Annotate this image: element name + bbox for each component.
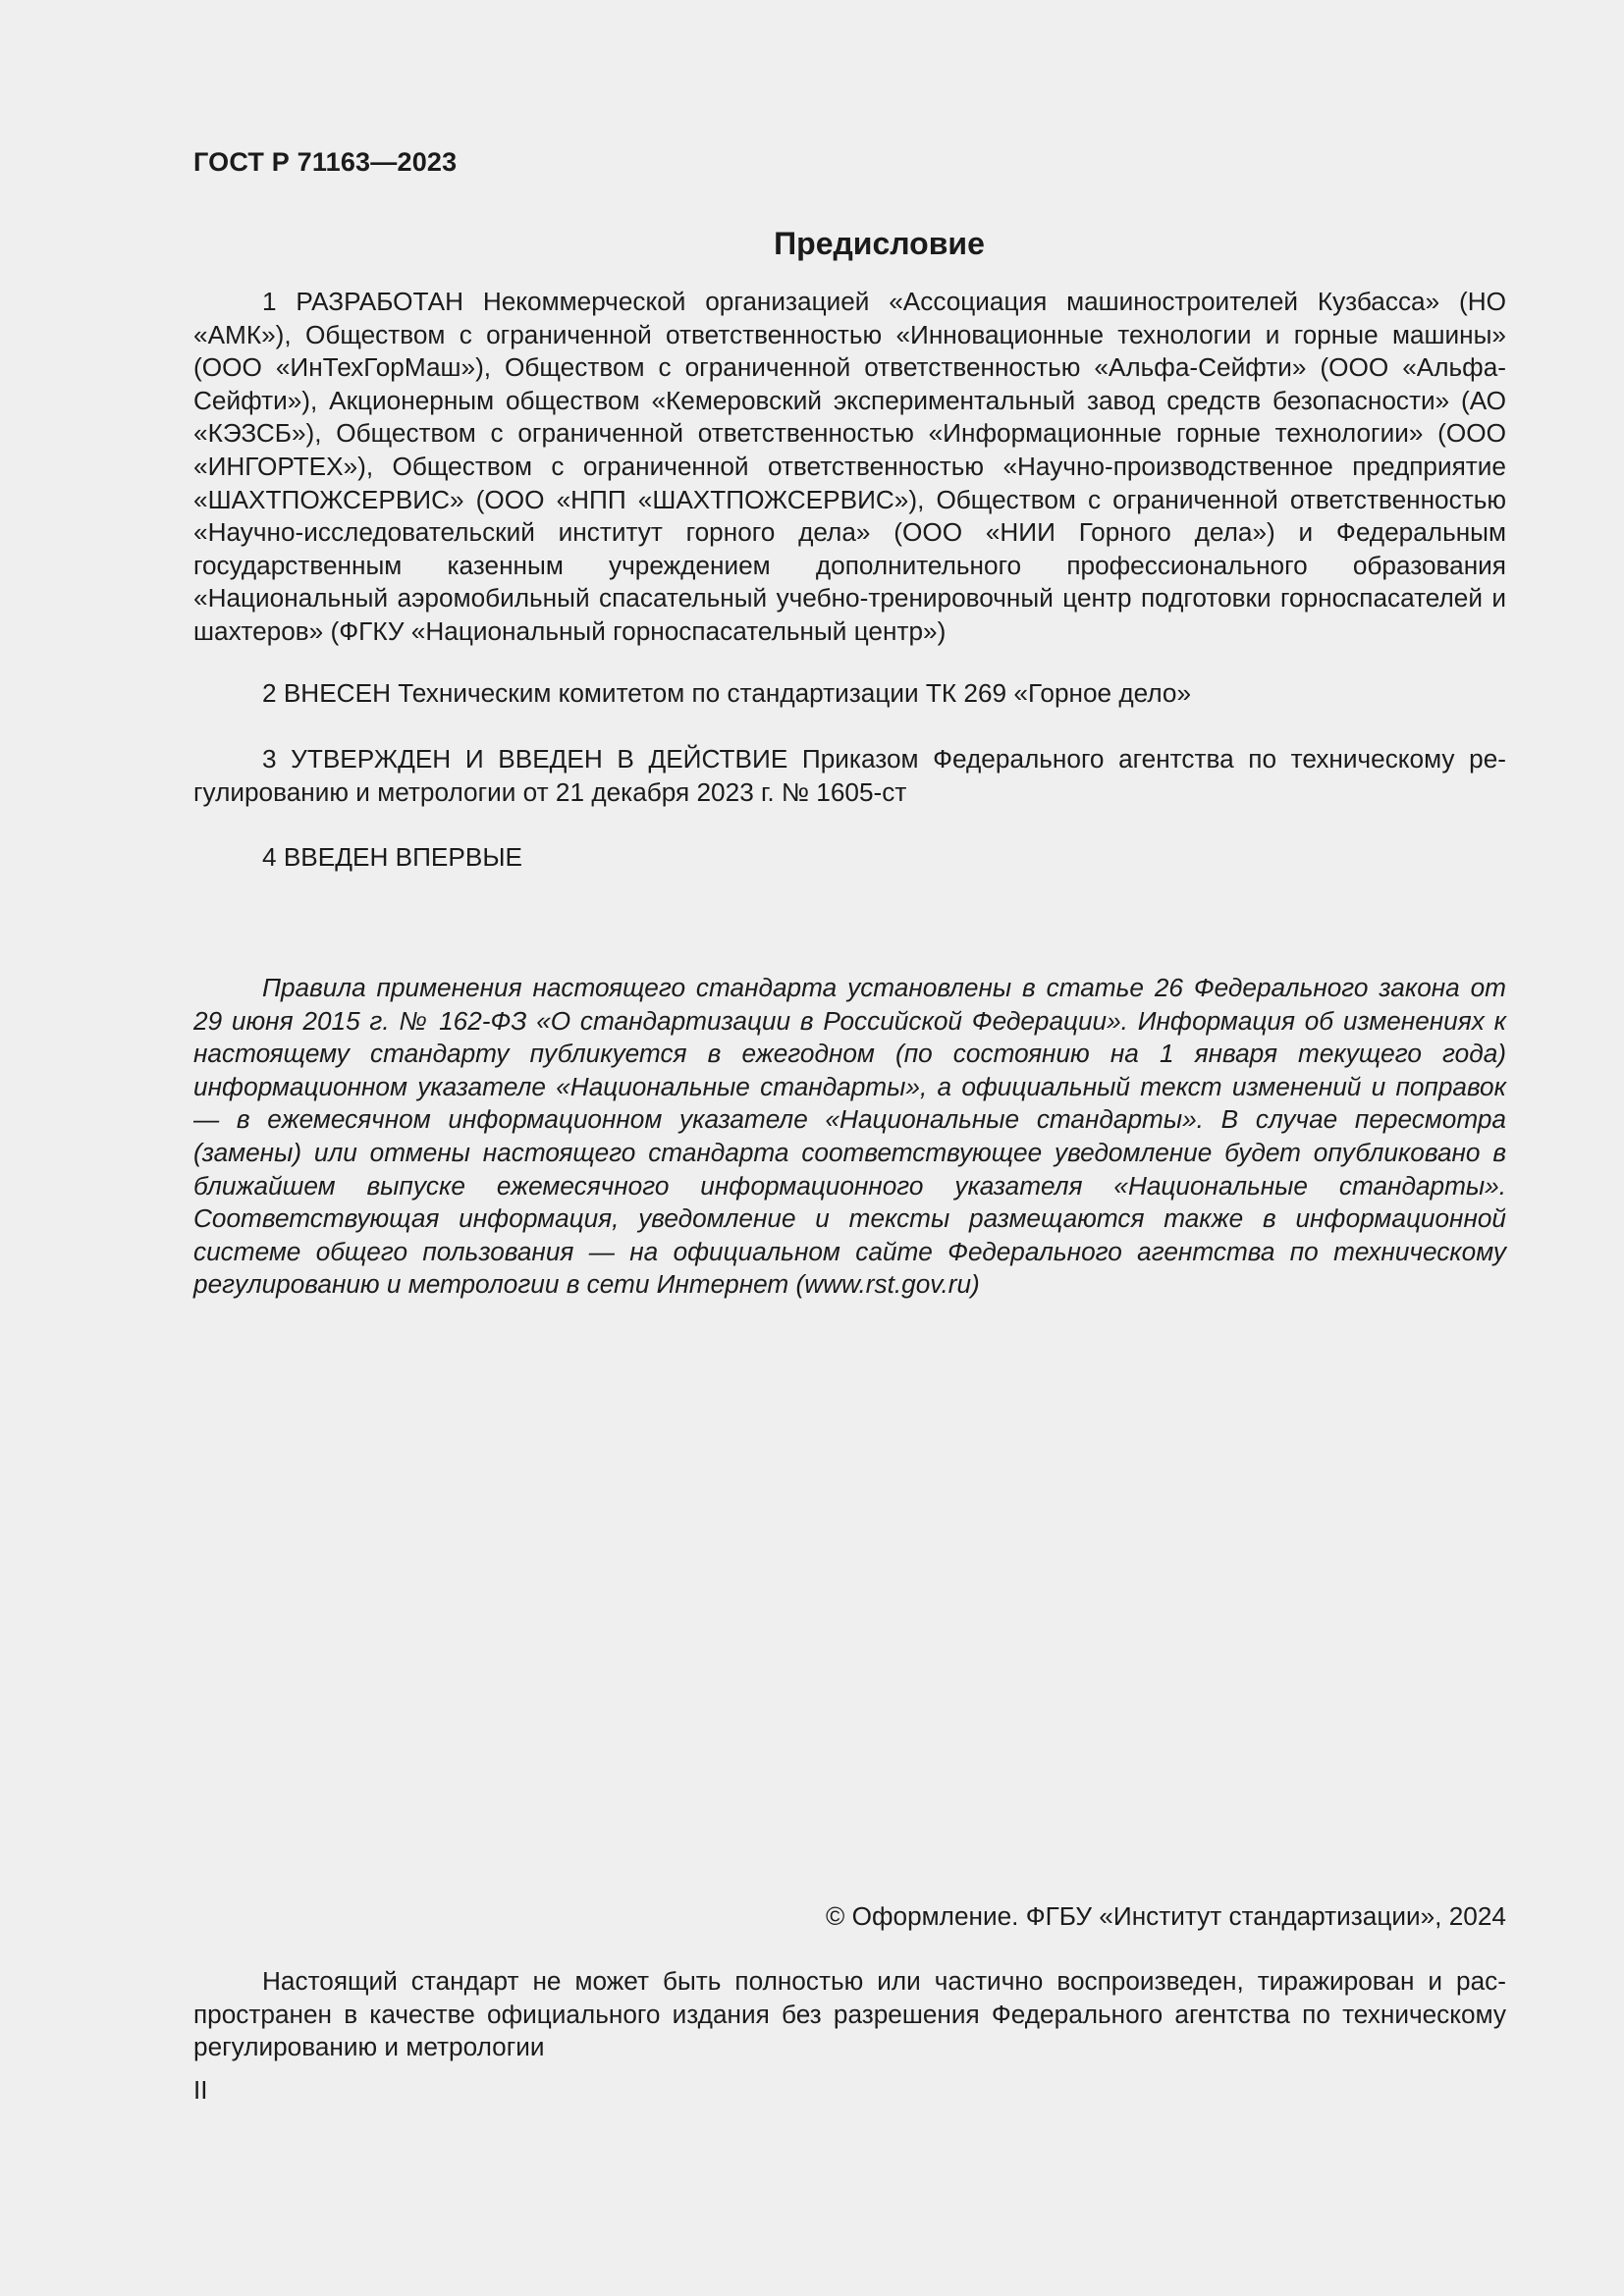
reproduction-notice: Настоящий стандарт не может быть полностью или частично воспроизведен, тиражирован и распространен в качестве официального издания без разрешения Федерального агентства по техническому регулированию и метрологии xyxy=(193,1966,1506,2062)
page-number: II xyxy=(193,2075,208,2105)
document-code: ГОСТ Р 71163—2023 xyxy=(193,147,458,177)
copyright-line: © Оформление. ФГБУ «Институт стандартизации», 2024 xyxy=(826,1901,1506,1931)
foreword-item-first-introduced: 4 ВВЕДЕН ВПЕРВЫЕ xyxy=(262,842,522,872)
application-rules-paragraph: Правила применения настоящего стандарта установлены в статье 26 Федерального закона от 29 июня 2015 г. № 162-ФЗ «О стандартизации в Российской Федерации». Информация об изменениях к настоящему стандарту публикуется в ежегодном (по состоянию на 1 января текущего года) информационном указателе «Национальные стандарты», а официальный текст изменений и поправок — в ежемесячном информационном указателе «Национальные стандарты». В случае пересмотра (замены) или отмены настоящего стандарта соответствующее уведомление будет опубликовано в ближайшем выпуске ежемесячного информационного указателя «Национальные стандарты». Соответствующая информация, уведомление и тексты размещаются также в информационной системе общего пользования — на официальном сайте Федерального агентства по техническому регулированию и метрологии в сети Интернет (www.rst.gov.ru) xyxy=(193,973,1506,1300)
foreword-item-introduced: 2 ВНЕСЕН Техническим комитетом по стандартизации ТК 269 «Горное дело» xyxy=(262,678,1192,708)
foreword-title: Предисловие xyxy=(774,226,985,261)
foreword-item-approved: 3 УТВЕРЖДЕН И ВВЕДЕН В ДЕЙСТВИЕ Приказом Федерального агентства по техническому регулированию и метрологии от 21 декабря 2023 г. № 1605-ст xyxy=(193,744,1506,807)
foreword-item-developed: 1 РАЗРАБОТАН Некоммерческой организацией «Ассоциация машиностроителей Кузбасса» (НО «АМК»), Обществом с ограниченной ответственностью «Инновационные технологии и горные машины» (ООО «ИнТехГорМаш»), Обществом с ограниченной ответственностью «Альфа-Сейфти» (ООО «Альфа-Сейфти»), Акционерным обществом «Кемеровский экспериментальный завод средств безопасности» (АО «КЭЗСБ»), Обществом с ограниченной ответственностью «Информационные горные технологии» (ООО «ИНГОРТЕХ»), Обществом с ограниченной ответственностью «Научно-производственное предприятие «ШАХТПОЖСЕРВИС» (ООО «НПП «ШАХТПОЖСЕРВИС»), Обществом с ограниченной ответственностью «Научно-исследовательский институт горного дела» (ООО «НИИ Горного дела») и Федеральным государственным казенным учреждением дополнительного профессионального образования «Национальный аэромобильный спасательный учебно-тренировочный центр подготовки горноспасателей и шахтеров» (ФГКУ «Национальный горноспасательный центр») xyxy=(193,287,1506,646)
